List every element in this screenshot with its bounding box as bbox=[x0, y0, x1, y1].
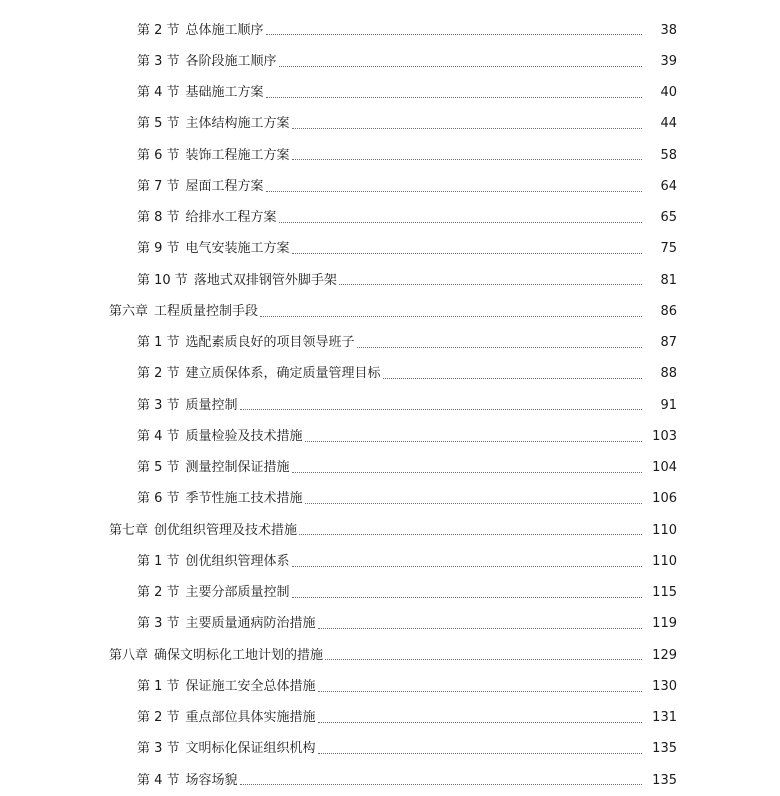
toc-entry-label: 第 3 节 bbox=[137, 397, 180, 413]
toc-dot-leader bbox=[318, 628, 642, 629]
toc-entry-label: 第 1 节 bbox=[137, 335, 180, 351]
toc-entry-title: 测量控制保证措施 bbox=[185, 460, 290, 476]
toc-entry-text bbox=[109, 523, 297, 539]
toc-entry-title: 季节性施工技术措施 bbox=[185, 491, 303, 507]
toc-dot-leader bbox=[279, 66, 642, 67]
toc-chapter-entry[interactable] bbox=[0, 296, 780, 327]
toc-entry-title: 文明标化保证组织机构 bbox=[185, 741, 316, 757]
toc-entry-label: 第 2 节 bbox=[137, 366, 180, 382]
toc-entry-label: 第 2 节 bbox=[137, 710, 180, 726]
toc-section-entry[interactable] bbox=[0, 171, 780, 202]
toc-entry-title: 工程质量控制手段 bbox=[154, 303, 259, 319]
toc-entry-label: 第 4 节 bbox=[137, 772, 180, 788]
toc-dot-leader bbox=[318, 722, 642, 723]
toc-entry-title: 主要质量通病防治措施 bbox=[185, 616, 316, 632]
toc-entry-label: 第 3 节 bbox=[137, 616, 180, 632]
toc-entry-label: 第 1 节 bbox=[137, 553, 180, 569]
toc-entry-title: 电气安装施工方案 bbox=[185, 241, 290, 257]
toc-entry-title: 创优组织管理体系 bbox=[185, 553, 290, 569]
toc-entry-label: 第 5 节 bbox=[137, 460, 180, 476]
toc-chapter-entry[interactable] bbox=[0, 640, 780, 671]
toc-entry-page-number: 130 bbox=[652, 678, 677, 694]
toc-entry-page-number: 39 bbox=[660, 53, 677, 69]
toc-section-entry[interactable] bbox=[0, 453, 780, 484]
toc-entry-label: 第 3 节 bbox=[137, 741, 180, 757]
toc-entry-title: 质量控制 bbox=[185, 397, 238, 413]
toc-section-entry[interactable] bbox=[0, 546, 780, 577]
toc-entry-page-number: 81 bbox=[660, 272, 677, 288]
toc-entry-title: 总体施工顺序 bbox=[185, 22, 264, 38]
toc-entry-text bbox=[137, 460, 290, 476]
toc-entry-text bbox=[137, 366, 381, 382]
toc-entry-label: 第 5 节 bbox=[137, 116, 180, 132]
toc-dot-leader bbox=[305, 441, 642, 442]
table-of-contents bbox=[0, 15, 780, 796]
toc-dot-leader bbox=[299, 534, 642, 535]
toc-entry-title: 质量检验及技术措施 bbox=[185, 428, 303, 444]
toc-entry-title: 各阶段施工顺序 bbox=[185, 53, 277, 69]
toc-entry-text bbox=[137, 335, 355, 351]
toc-entry-text bbox=[137, 241, 290, 257]
toc-dot-leader bbox=[260, 316, 642, 317]
toc-section-entry[interactable] bbox=[0, 703, 780, 734]
toc-section-entry[interactable] bbox=[0, 671, 780, 702]
toc-entry-page-number: 129 bbox=[652, 647, 677, 663]
toc-entry-title: 保证施工安全总体措施 bbox=[185, 678, 316, 694]
toc-entry-text bbox=[137, 616, 316, 632]
toc-dot-leader bbox=[279, 222, 642, 223]
toc-section-entry[interactable] bbox=[0, 109, 780, 140]
toc-section-entry[interactable] bbox=[0, 234, 780, 265]
toc-dot-leader bbox=[318, 753, 642, 754]
toc-entry-text bbox=[137, 491, 303, 507]
toc-section-entry[interactable] bbox=[0, 78, 780, 109]
toc-dot-leader bbox=[292, 128, 642, 129]
toc-entry-title: 落地式双排钢管外脚手架 bbox=[193, 272, 337, 288]
toc-entry-page-number: 106 bbox=[652, 491, 677, 507]
toc-entry-page-number: 65 bbox=[660, 210, 677, 226]
toc-entry-page-number: 88 bbox=[660, 366, 677, 382]
toc-section-entry[interactable] bbox=[0, 765, 780, 796]
toc-entry-label: 第 6 节 bbox=[137, 491, 180, 507]
toc-entry-label: 第六章 bbox=[109, 303, 149, 319]
toc-entry-label: 第 9 节 bbox=[137, 241, 180, 257]
toc-entry-text bbox=[137, 585, 290, 601]
toc-entry-page-number: 135 bbox=[652, 772, 677, 788]
toc-entry-page-number: 110 bbox=[652, 553, 677, 569]
toc-entry-label: 第 1 节 bbox=[137, 678, 180, 694]
toc-section-entry[interactable] bbox=[0, 46, 780, 77]
toc-entry-title: 选配素质良好的项目领导班子 bbox=[185, 335, 355, 351]
toc-entry-text bbox=[137, 179, 264, 195]
toc-entry-label: 第 2 节 bbox=[137, 22, 180, 38]
toc-section-entry[interactable] bbox=[0, 484, 780, 515]
toc-entry-label: 第 6 节 bbox=[137, 147, 180, 163]
toc-entry-label: 第 10 节 bbox=[137, 272, 188, 288]
toc-dot-leader bbox=[240, 409, 642, 410]
toc-entry-title: 重点部位具体实施措施 bbox=[185, 710, 316, 726]
toc-section-entry[interactable] bbox=[0, 359, 780, 390]
toc-entry-text bbox=[137, 273, 337, 289]
toc-entry-text bbox=[137, 741, 316, 757]
toc-entry-text bbox=[137, 773, 238, 789]
toc-entry-text bbox=[137, 148, 290, 164]
toc-entry-title: 屋面工程方案 bbox=[185, 178, 264, 194]
toc-entry-text bbox=[109, 304, 258, 320]
toc-dot-leader bbox=[266, 34, 642, 35]
toc-entry-title: 确保文明标化工地计划的措施 bbox=[154, 647, 324, 663]
toc-entry-text bbox=[137, 710, 316, 726]
toc-dot-leader bbox=[266, 191, 642, 192]
toc-entry-title: 主要分部质量控制 bbox=[185, 585, 290, 601]
toc-dot-leader bbox=[318, 691, 642, 692]
toc-entry-text bbox=[137, 398, 238, 414]
toc-section-entry[interactable] bbox=[0, 609, 780, 640]
toc-dot-leader bbox=[383, 378, 642, 379]
toc-chapter-entry[interactable] bbox=[0, 515, 780, 546]
toc-entry-text bbox=[137, 679, 316, 695]
toc-section-entry[interactable] bbox=[0, 734, 780, 765]
toc-entry-page-number: 110 bbox=[652, 522, 677, 538]
toc-entry-text bbox=[137, 554, 290, 570]
toc-entry-page-number: 86 bbox=[660, 303, 677, 319]
toc-entry-title: 给排水工程方案 bbox=[185, 210, 277, 226]
toc-entry-label: 第七章 bbox=[109, 522, 149, 538]
toc-entry-page-number: 103 bbox=[652, 428, 677, 444]
toc-entry-page-number: 119 bbox=[652, 616, 677, 632]
toc-dot-leader bbox=[292, 597, 642, 598]
toc-entry-page-number: 38 bbox=[660, 22, 677, 38]
toc-section-entry[interactable] bbox=[0, 578, 780, 609]
toc-entry-label: 第 2 节 bbox=[137, 585, 180, 601]
toc-section-entry[interactable] bbox=[0, 140, 780, 171]
toc-section-entry[interactable] bbox=[0, 390, 780, 421]
toc-entry-page-number: 135 bbox=[652, 741, 677, 757]
toc-dot-leader bbox=[325, 659, 642, 660]
toc-entry-page-number: 131 bbox=[652, 710, 677, 726]
toc-entry-title: 场容场貌 bbox=[185, 772, 238, 788]
toc-entry-page-number: 91 bbox=[660, 397, 677, 413]
toc-dot-leader bbox=[292, 472, 642, 473]
toc-entry-text bbox=[109, 648, 323, 664]
toc-entry-label: 第 7 节 bbox=[137, 178, 180, 194]
toc-dot-leader bbox=[292, 253, 642, 254]
toc-entry-text bbox=[137, 23, 264, 39]
toc-entry-page-number: 44 bbox=[660, 116, 677, 132]
toc-entry-title: 创优组织管理及技术措施 bbox=[154, 522, 298, 538]
toc-dot-leader bbox=[266, 97, 642, 98]
toc-entry-page-number: 58 bbox=[660, 147, 677, 163]
toc-entry-label: 第 4 节 bbox=[137, 85, 180, 101]
toc-entry-label: 第八章 bbox=[109, 647, 149, 663]
toc-entry-text bbox=[137, 429, 303, 445]
toc-entry-title: 主体结构施工方案 bbox=[185, 116, 290, 132]
toc-entry-page-number: 115 bbox=[652, 585, 677, 601]
toc-entry-page-number: 87 bbox=[660, 335, 677, 351]
toc-entry-label: 第 3 节 bbox=[137, 53, 180, 69]
toc-entry-title: 基础施工方案 bbox=[185, 85, 264, 101]
toc-entry-title: 建立质保体系，确定质量管理目标 bbox=[185, 366, 381, 382]
toc-dot-leader bbox=[292, 159, 642, 160]
toc-section-entry[interactable] bbox=[0, 15, 780, 46]
toc-section-entry[interactable] bbox=[0, 265, 780, 296]
toc-entry-text bbox=[137, 210, 277, 226]
toc-entry-page-number: 64 bbox=[660, 178, 677, 194]
toc-entry-text bbox=[137, 85, 264, 101]
toc-entry-text bbox=[137, 116, 290, 132]
toc-entry-label: 第 8 节 bbox=[137, 210, 180, 226]
toc-entry-page-number: 104 bbox=[652, 460, 677, 476]
toc-dot-leader bbox=[339, 284, 642, 285]
toc-dot-leader bbox=[240, 784, 642, 785]
toc-section-entry[interactable] bbox=[0, 203, 780, 234]
toc-dot-leader bbox=[292, 566, 642, 567]
toc-dot-leader bbox=[305, 503, 642, 504]
toc-entry-page-number: 75 bbox=[660, 241, 677, 257]
toc-entry-text bbox=[137, 54, 277, 70]
toc-entry-page-number: 40 bbox=[660, 85, 677, 101]
toc-entry-title: 装饰工程施工方案 bbox=[185, 147, 290, 163]
toc-entry-label: 第 4 节 bbox=[137, 428, 180, 444]
toc-section-entry[interactable] bbox=[0, 328, 780, 359]
toc-section-entry[interactable] bbox=[0, 421, 780, 452]
toc-dot-leader bbox=[357, 347, 642, 348]
